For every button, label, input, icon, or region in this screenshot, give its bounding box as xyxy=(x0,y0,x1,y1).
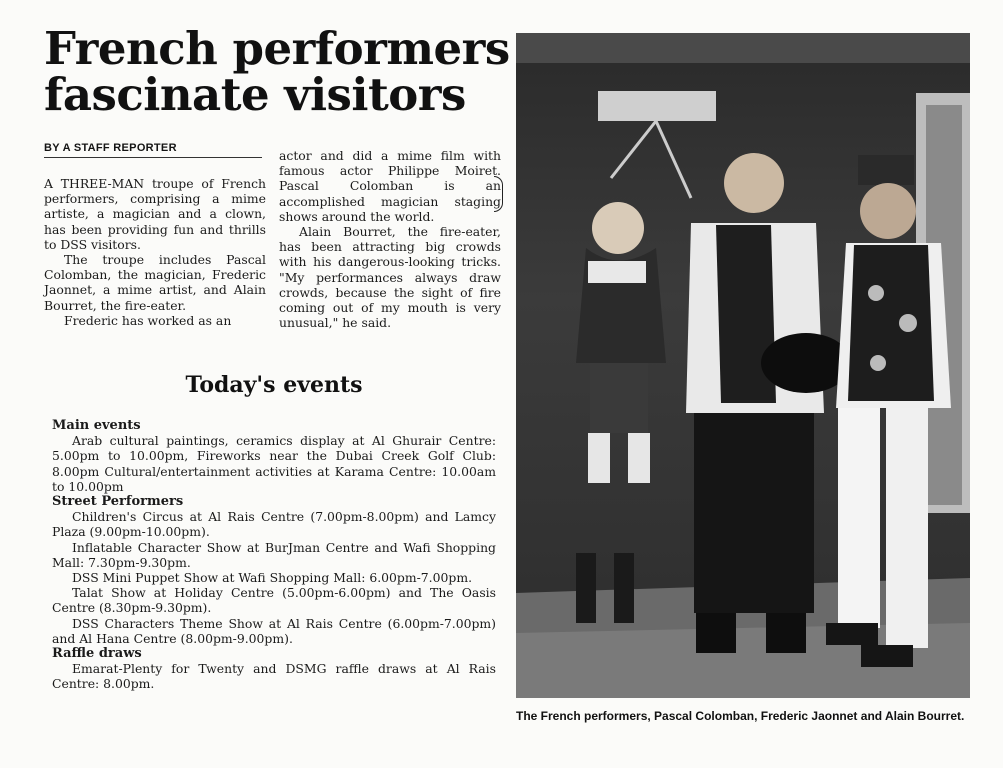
main-events-heading: Main events xyxy=(52,418,141,433)
article-column-1 xyxy=(44,176,266,328)
raffle-heading: Raffle draws xyxy=(52,646,142,662)
events-list xyxy=(52,418,496,692)
raffle-text: Emarat-Plenty for Twenty and DSMG raffle draws at Al Rais Centre: 8.00pm. xyxy=(52,661,496,692)
street-performers-heading: Street Performers xyxy=(52,494,184,510)
article-column-2 xyxy=(279,148,501,330)
handwritten-bracket-mark xyxy=(494,176,503,212)
street-item: DSS Mini Puppet Show at Wafi Shopping Mall: 6.00pm-7.00pm. xyxy=(72,570,473,586)
article-paragraph: The troupe includes Pascal Colomban, the magician, Frederic Jaonnet, a mime artist, and Alain Bourret, the fire-eater. xyxy=(44,252,266,313)
headline: French performers fascinate visitors xyxy=(44,22,510,121)
street-item: Talat Show at Holiday Centre (5.00pm-6.00pm) and The Oasis Centre (8.30pm-9.30pm). xyxy=(52,585,496,616)
street-item: Children's Circus at Al Rais Centre (7.00pm-8.00pm) and Lamcy Plaza (9.00pm-10.00pm). xyxy=(52,509,496,540)
events-title: Today's events xyxy=(185,372,363,398)
performers-photo xyxy=(516,33,970,698)
article-paragraph: A THREE-MAN troupe of French performers, comprising a mime artiste, a magician and a clown, has been providing fun and thrills to DSS visitors. xyxy=(44,176,266,252)
street-item: Inflatable Character Show at BurJman Centre and Wafi Shopping Mall: 7.30pm-9.30pm. xyxy=(52,539,496,570)
article-paragraph: Frederic has worked as an xyxy=(64,312,232,328)
performers-illustration xyxy=(516,33,970,698)
article-paragraph: actor and did a mime film with famous actor Philippe Moiret. Pascal Colomban is an accomplished magician staging shows around the world. xyxy=(279,148,501,224)
street-item: DSS Characters Theme Show at Al Rais Centre (6.00pm-7.00pm) and Al Hana Centre (8.00pm-9.00pm). xyxy=(52,615,496,646)
byline: BY A STAFF REPORTER xyxy=(44,142,262,158)
main-events-text: Arab cultural paintings, ceramics display at Al Ghurair Centre: 5.00pm to 10.00pm, Fireworks near the Dubai Creek Golf Club: 8.00pm Cultural/entertainment activities at Karama Centre: 10.00am to 10.00pm xyxy=(52,433,496,494)
article-paragraph: Alain Bourret, the fire-eater, has been attracting big crowds with his dangerous-looking tricks. "My performances always draw crowds, because the sight of fire coming out of my mouth is very unusual," he said. xyxy=(279,224,501,331)
photo-caption: The French performers, Pascal Colomban, Frederic Jaonnet and Alain Bourret. xyxy=(516,709,965,723)
